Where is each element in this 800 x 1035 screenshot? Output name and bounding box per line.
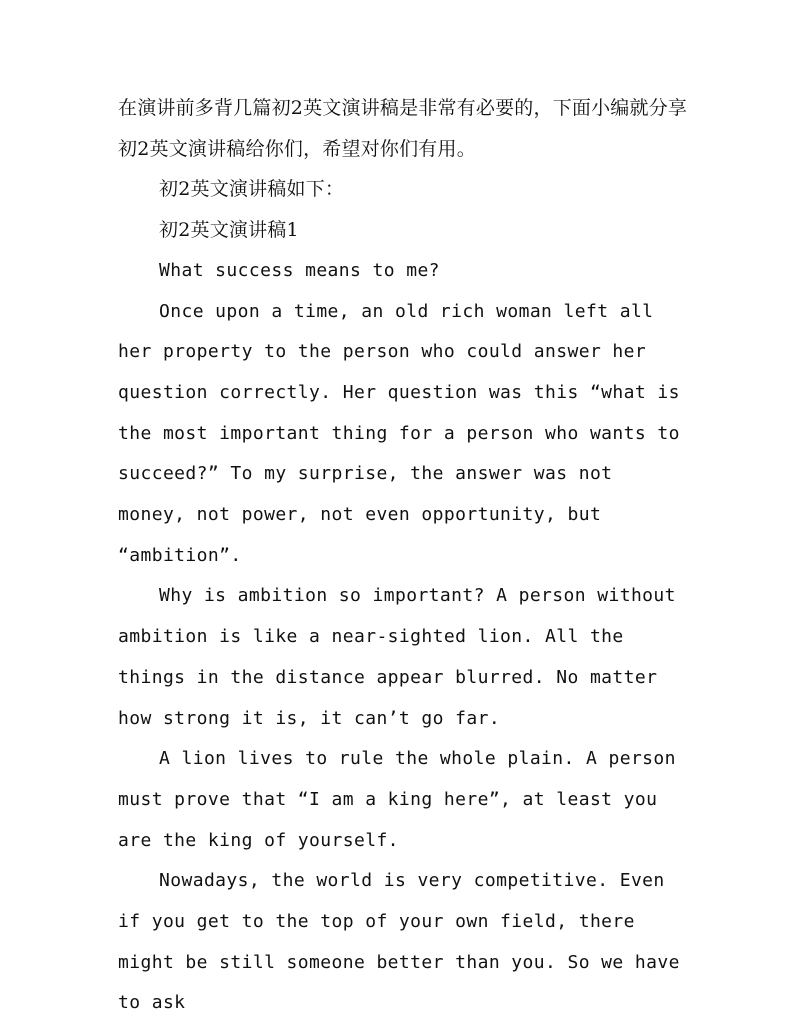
speech-paragraph-2: Why is ambition so important? A person without ambition is like a near-sighted lion. All the things in the distance appear blurred. No matter how strong it is, it can’t go far.: [118, 585, 676, 729]
speech-paragraph-4: Nowadays, the world is very competitive. Even if you get to the top of your own field, there might be still someone better than you. So we have to ask: [118, 870, 680, 1014]
speech-paragraph-1: Once upon a time, an old rich woman left all her property to the person who could answer her question correctly. Her question was this “what is the most important thing for a person who wants to succeed?” To my surprise, the answer was not money, not power, not even opportunity, but “ambition”.: [118, 300, 680, 566]
speech-subtitle: What success means to me?: [159, 259, 440, 281]
intro-heading: 初2英文演讲稿如下：: [159, 178, 345, 201]
speech-paragraph-3: A lion lives to rule the whole plain. A person must prove that “I am a king here”, at least you are the king of yourself.: [118, 748, 676, 851]
document-body: [118, 88, 688, 1024]
speech-title: 初2英文演讲稿1: [159, 219, 299, 242]
intro-paragraph: 在演讲前多背几篇初2英文演讲稿是非常有必要的，下面小编就分享初2英文演讲稿给你们，希望对你们有用。: [118, 97, 688, 160]
